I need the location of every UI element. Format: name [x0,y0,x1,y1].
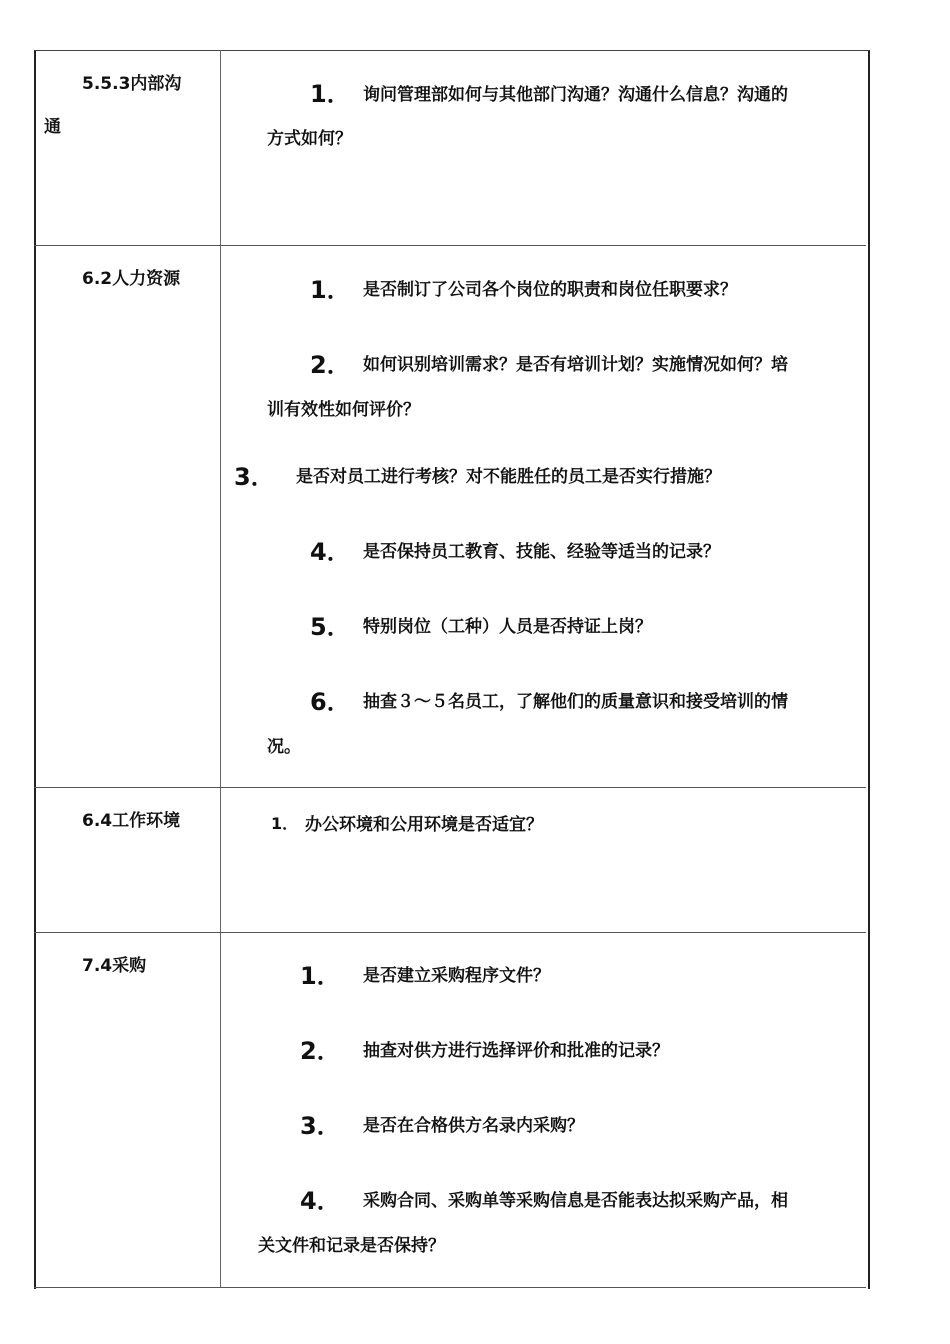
item-text: 抽查对供方进行选择评价和批准的记录？ [363,1041,669,1061]
section-label-line2: 通 [44,117,61,137]
row-divider [34,245,866,246]
section-label: 6.2人力资源 [82,269,181,289]
item-number: 5． [310,613,351,641]
item-text: 是否保持员工教育、技能、经验等适当的记录？ [363,542,720,562]
item-number: 1． [300,962,341,990]
item-text: 是否对员工进行考核？对不能胜任的员工是否实行措施？ [296,467,721,487]
item-text: 采购合同、采购单等采购信息是否能表达拟采购产品，相 [363,1191,788,1211]
row-divider [34,932,866,933]
item-number: 1． [310,80,351,108]
row-divider [34,787,866,788]
item-number: 4． [310,538,351,566]
section-label: 7.4采购 [82,956,147,976]
item-number: 3． [234,463,275,491]
item-text: 是否在合格供方名录内采购？ [363,1116,584,1136]
item-number: 4． [300,1187,341,1215]
item-text: 办公环境和公用环境是否适宜？ [305,815,543,835]
item-number: 1． [310,276,351,304]
item-text: 如何识别培训需求？是否有培训计划？实施情况如何？培 [363,355,788,375]
item-number: 1． [271,814,299,833]
item-text-continued: 训有效性如何评价？ [267,400,420,420]
item-text: 是否建立采购程序文件？ [363,966,550,986]
item-text: 询问管理部如何与其他部门沟通？沟通什么信息？沟通的 [363,85,788,105]
item-number: 2． [300,1037,341,1065]
row-divider [34,1287,866,1288]
item-text: 抽查３～５名员工，了解他们的质量意识和接受培训的情 [363,692,788,712]
table-frame [34,50,870,1289]
item-number: 2． [310,351,351,379]
item-number: 3． [300,1112,341,1140]
item-number: 6． [310,688,351,716]
item-text: 是否制订了公司各个岗位的职责和岗位任职要求？ [363,280,737,300]
item-text-continued: 关文件和记录是否保持？ [258,1236,445,1256]
column-divider [220,50,221,1288]
item-text-continued: 况。 [267,737,301,757]
section-label-line1: 5.5.3内部沟 [82,74,182,94]
item-text: 特别岗位（工种）人员是否持证上岗？ [363,617,652,637]
item-text-continued: 方式如何？ [267,129,352,149]
section-label: 6.4工作环境 [82,811,181,831]
